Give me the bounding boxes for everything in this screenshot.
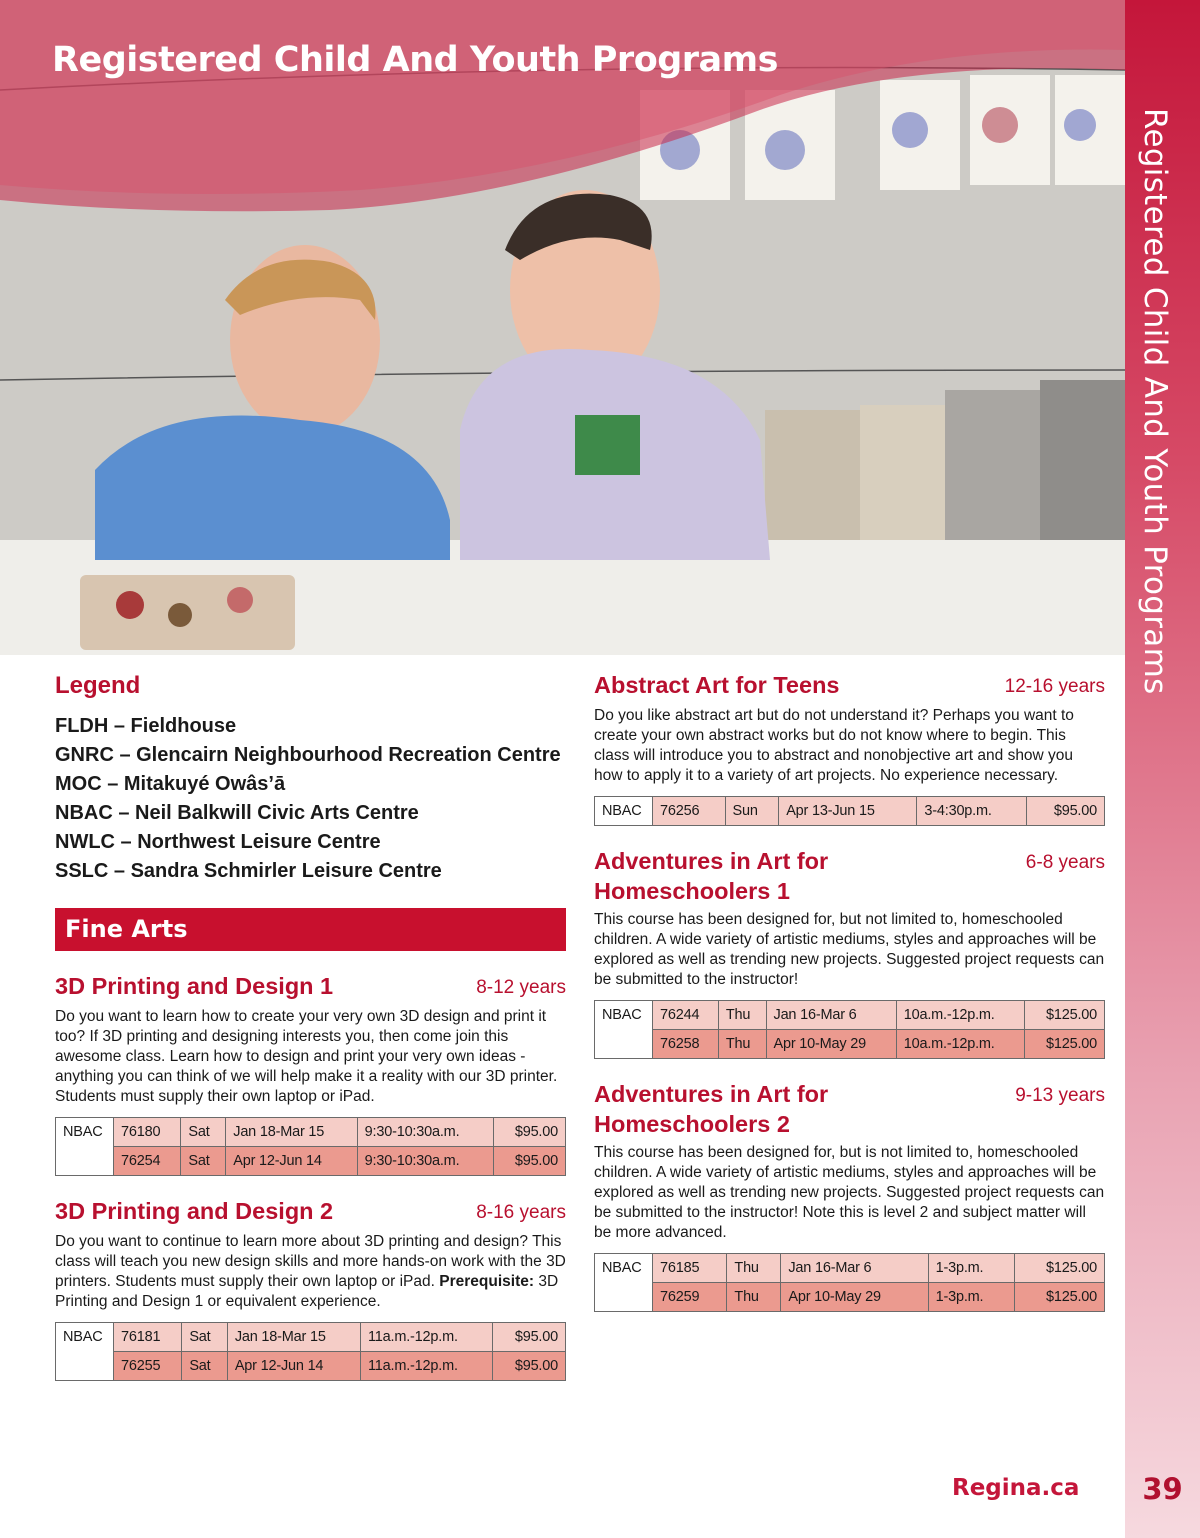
course-price: $125.00 — [1025, 1001, 1105, 1030]
course-time: 10a.m.-12p.m. — [896, 1001, 1024, 1030]
course-code: 76185 — [653, 1254, 727, 1283]
course-code: 76255 — [114, 1352, 182, 1381]
course-dates: Jan 18-Mar 15 — [226, 1118, 357, 1147]
legend-list — [55, 712, 566, 886]
course-dates: Apr 12-Jun 14 — [227, 1352, 360, 1381]
course-price: $125.00 — [1014, 1254, 1104, 1283]
table-row — [56, 1352, 566, 1381]
course-age: 8-16 years — [476, 1202, 566, 1223]
course-age: 12-16 years — [1004, 676, 1105, 697]
schedule-table — [594, 1253, 1105, 1312]
left-column — [55, 670, 566, 1381]
schedule-table — [55, 1322, 566, 1381]
side-banner-title: Registered Child And Youth Programs — [1137, 108, 1173, 695]
legend-item: MOC – Mitakuyé Owâs’ā — [55, 773, 286, 795]
course-dates: Jan 16-Mar 6 — [766, 1001, 896, 1030]
course-code: 76180 — [114, 1118, 181, 1147]
course-dates: Apr 10-May 29 — [781, 1283, 928, 1312]
schedule-table — [55, 1117, 566, 1176]
course-homeschoolers-1 — [594, 846, 1105, 1059]
course-price: $95.00 — [492, 1352, 565, 1381]
course-dates: Jan 18-Mar 15 — [227, 1323, 360, 1352]
course-code: 76181 — [114, 1323, 182, 1352]
legend-item: GNRC – Glencairn Neighbourhood Recreation Centre — [55, 744, 561, 766]
course-code: 76259 — [653, 1283, 727, 1312]
location-cell: NBAC — [595, 797, 653, 826]
site-url: Regina.ca — [952, 1475, 1080, 1501]
prerequisite-label: Prerequisite: — [439, 1273, 535, 1290]
legend-item: FLDH – Fieldhouse — [55, 715, 237, 737]
location-cell: NBAC — [56, 1323, 114, 1381]
course-title — [594, 846, 828, 906]
course-description: Do you like abstract art but do not understand it? Perhaps you want to create your own abstract works but do not know where to begin. This class will introduce you to abstract and nonobjective art and show you how to apply it to a variety of art projects. No experience necessary. — [594, 707, 1074, 784]
table-row — [56, 1118, 566, 1147]
course-time: 1-3p.m. — [928, 1283, 1014, 1312]
course-code: 76258 — [653, 1030, 719, 1059]
course-time: 10a.m.-12p.m. — [896, 1030, 1024, 1059]
course-day: Sat — [181, 1118, 226, 1147]
course-3d-printing-1 — [55, 971, 566, 1176]
course-description: This course has been designed for, but is not limited to, homeschooled children. A wide variety of artistic mediums, styles and approaches will be explored as well as trending new projects. Suggested project requests can be submitted to the instructor! Note this is level 2 and subject matter will be more advanced. — [594, 1144, 1105, 1241]
course-description: Do you want to learn how to create your very own 3D design and print it too? If 3D printing and designing interests you, then come join this awesome class. Learn how to design and print your very own ideas - anything you can think of we will help make it a reality with our 3D printer. Students must supply their own laptop or iPad. — [55, 1008, 558, 1105]
course-time: 1-3p.m. — [928, 1254, 1014, 1283]
location-cell: NBAC — [56, 1118, 114, 1176]
page-number: 39 — [1142, 1472, 1183, 1506]
course-day: Sat — [182, 1352, 227, 1381]
course-price: $95.00 — [1027, 797, 1105, 826]
course-day: Thu — [718, 1001, 766, 1030]
course-homeschoolers-2 — [594, 1079, 1105, 1312]
course-price: $95.00 — [493, 1147, 565, 1176]
hero-title-wave — [0, 0, 1125, 240]
course-day: Sun — [725, 797, 779, 826]
course-dates: Apr 13-Jun 15 — [779, 797, 917, 826]
course-dates: Apr 12-Jun 14 — [226, 1147, 357, 1176]
course-day: Sat — [182, 1323, 227, 1352]
course-time: 9:30-10:30a.m. — [357, 1118, 493, 1147]
course-age: 8-12 years — [476, 977, 566, 998]
course-title — [594, 1079, 828, 1139]
course-3d-printing-2 — [55, 1196, 566, 1381]
course-age: 6-8 years — [1025, 852, 1105, 873]
table-row — [595, 797, 1105, 826]
course-description — [55, 1232, 566, 1312]
course-dates: Jan 16-Mar 6 — [781, 1254, 928, 1283]
course-time: 11a.m.-12p.m. — [361, 1323, 493, 1352]
legend-item: SSLC – Sandra Schmirler Leisure Centre — [55, 860, 442, 882]
course-time: 11a.m.-12p.m. — [361, 1352, 493, 1381]
course-price: $95.00 — [493, 1118, 565, 1147]
table-row — [595, 1283, 1105, 1312]
course-time: 9:30-10:30a.m. — [357, 1147, 493, 1176]
course-title-line: Adventures in Art for — [594, 1081, 829, 1107]
course-day: Sat — [181, 1147, 226, 1176]
location-cell: NBAC — [595, 1254, 653, 1312]
course-title-line: Homeschoolers 1 — [594, 878, 790, 904]
table-row — [56, 1323, 566, 1352]
course-description: This course has been designed for, but not limited to, homeschooled children. A wide variety of artistic mediums, styles and approaches will be explored as well as trending new projects. Suggested project requests can be submitted to the instructor! — [594, 911, 1105, 988]
prerequisite-text: 3D Printing and Design 1 or equivalent experience. — [55, 1273, 559, 1310]
schedule-table — [594, 796, 1105, 826]
course-day: Thu — [718, 1030, 766, 1059]
legend-title: Legend — [55, 672, 141, 699]
course-code: 76256 — [653, 797, 726, 826]
table-row — [595, 1001, 1105, 1030]
course-code: 76244 — [653, 1001, 719, 1030]
section-heading-fine-arts: Fine Arts — [55, 908, 566, 951]
course-title: 3D Printing and Design 1 — [55, 973, 334, 999]
right-column — [594, 670, 1105, 1312]
hero-photo — [0, 0, 1125, 655]
page-title: Registered Child And Youth Programs — [52, 40, 778, 80]
table-row — [595, 1254, 1105, 1283]
legend-item: NBAC – Neil Balkwill Civic Arts Centre — [55, 802, 419, 824]
table-row — [595, 1030, 1105, 1059]
course-title: 3D Printing and Design 2 — [55, 1198, 334, 1224]
course-price: $95.00 — [492, 1323, 565, 1352]
course-code: 76254 — [114, 1147, 181, 1176]
course-price: $125.00 — [1025, 1030, 1105, 1059]
course-abstract-art — [594, 670, 1105, 826]
course-price: $125.00 — [1014, 1283, 1104, 1312]
course-age: 9-13 years — [1015, 1085, 1105, 1106]
table-row — [56, 1147, 566, 1176]
location-cell: NBAC — [595, 1001, 653, 1059]
course-description-text: Do you want to continue to learn more about 3D printing and design? This class will teach you new design skills and more hands-on work with the 3D printers. Students must supply their own laptop or iPad. — [55, 1233, 566, 1290]
course-time: 3-4:30p.m. — [917, 797, 1027, 826]
course-title: Abstract Art for Teens — [594, 672, 840, 698]
schedule-table — [594, 1000, 1105, 1059]
course-day: Thu — [727, 1283, 781, 1312]
course-title-line: Adventures in Art for — [594, 848, 829, 874]
legend-item: NWLC – Northwest Leisure Centre — [55, 831, 381, 853]
course-dates: Apr 10-May 29 — [766, 1030, 896, 1059]
course-title-line: Homeschoolers 2 — [594, 1111, 790, 1137]
course-day: Thu — [727, 1254, 781, 1283]
